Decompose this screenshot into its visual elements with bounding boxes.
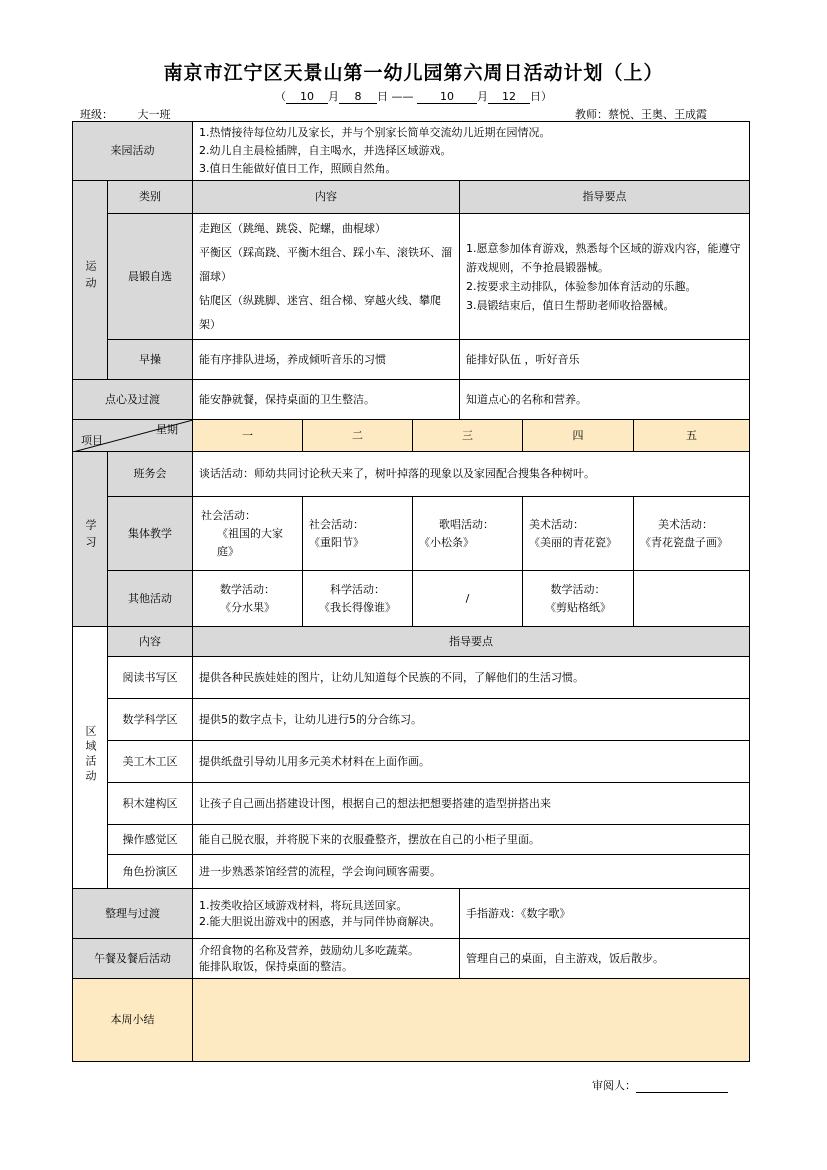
group-teaching-label: 集体教学	[108, 497, 193, 571]
class-meeting-label: 班务会	[108, 452, 193, 497]
reviewer-signature: 审阅人：	[592, 1077, 728, 1093]
areas-col-content: 内容	[108, 627, 193, 657]
area-name: 阅读书写区	[108, 657, 193, 699]
summary-content[interactable]	[193, 979, 750, 1062]
area-row	[73, 783, 750, 825]
class-meeting-row	[73, 452, 750, 497]
end-month: 10	[417, 90, 477, 104]
lunch-label: 午餐及餐后活动	[73, 939, 193, 979]
area-row	[73, 825, 750, 855]
other-activities-row	[73, 571, 750, 627]
morning-drill-label: 早操	[108, 340, 193, 380]
teacher-info: 教师：蔡悦、王奥、王成霞	[575, 106, 718, 122]
tidy-content: 1.按类收拾区域游戏材料，将玩具送回家。 2.能大胆说出游戏中的困惑，并与同伴协商解决。	[193, 889, 460, 939]
exercise-col-guide: 指导要点	[460, 181, 750, 214]
day-tue: 二	[303, 420, 413, 452]
summary-label: 本周小结	[73, 979, 193, 1062]
snack-row	[73, 380, 750, 420]
week-diagonal-header: 星期 项目	[73, 420, 193, 452]
date-range: （ 10 月 8 日 —— 10 月 12 日）	[275, 90, 552, 103]
day-thu: 四	[523, 420, 634, 452]
morning-drill-row	[73, 340, 750, 380]
morning-exercise-label: 晨锻自选	[108, 214, 193, 340]
start-month: 10	[286, 90, 328, 104]
group-mon: 社会活动： 《祖国的大家庭》	[193, 497, 303, 571]
class-meeting-content: 谈话活动：师幼共同讨论秋天来了，树叶掉落的现象以及家园配合搜集各种树叶。	[193, 452, 750, 497]
tidy-label: 整理与过渡	[73, 889, 193, 939]
other-activities-label: 其他活动	[108, 571, 193, 627]
summary-row	[73, 979, 750, 1062]
area-guide: 进一步熟悉茶馆经营的流程，学会询问顾客需要。	[193, 855, 750, 889]
snack-label: 点心及过渡	[73, 380, 193, 420]
area-guide: 提供纸盘引导幼儿用多元美术材料在上面作画。	[193, 741, 750, 783]
group-teaching-row	[73, 497, 750, 571]
tidy-guide: 手指游戏：《数字歌》	[460, 889, 750, 939]
arrival-content: 1.热情接待每位幼儿及家长，并与个别家长简单交流幼儿近期在园情况。 2.幼儿自主晨检插牌，自主喝水，并选择区域游戏。 3.值日生能做好值日工作，照顾自然角。	[193, 122, 750, 181]
other-thu: 数学活动： 《剪贴格纸》	[523, 571, 634, 627]
area-guide: 能自己脱衣服，并将脱下来的衣服叠整齐，摆放在自己的小柜子里面。	[193, 825, 750, 855]
area-name: 角色扮演区	[108, 855, 193, 889]
arrival-row	[73, 122, 750, 181]
tidy-row	[73, 889, 750, 939]
area-name: 积木建构区	[108, 783, 193, 825]
exercise-col-content: 内容	[193, 181, 460, 214]
other-fri	[634, 571, 750, 627]
lunch-content: 介绍食物的名称及营养，鼓励幼儿多吃蔬菜。 能排队取饭，保持桌面的整洁。	[193, 939, 460, 979]
areas-col-guide: 指导要点	[193, 627, 750, 657]
exercise-col-type: 类别	[108, 181, 193, 214]
day-fri: 五	[634, 420, 750, 452]
morning-drill-content: 能有序排队进场，养成倾听音乐的习惯	[193, 340, 460, 380]
group-tue: 社会活动： 《重阳节》	[303, 497, 413, 571]
other-mon: 数学活动： 《分水果》	[193, 571, 303, 627]
morning-exercise-row	[73, 214, 750, 340]
area-name: 数学科学区	[108, 699, 193, 741]
lunch-row	[73, 939, 750, 979]
area-name: 操作感觉区	[108, 825, 193, 855]
end-day: 12	[488, 90, 530, 104]
morning-exercise-content: 走跑区（跳绳、跳袋、陀螺，曲棍球） 平衡区（踩高跷、平衡木组合、踩小车、滚铁环、溜溜球） 钻爬区（纵跳脚、迷宫、组合梯、穿越火线、攀爬架）	[193, 214, 460, 340]
lunch-guide: 管理自己的桌面，自主游戏，饭后散步。	[460, 939, 750, 979]
snack-content: 能安静就餐，保持桌面的卫生整洁。	[193, 380, 460, 420]
activity-plan-table	[72, 121, 750, 1062]
snack-guide: 知道点心的名称和营养。	[460, 380, 750, 420]
area-row	[73, 855, 750, 889]
start-day: 8	[339, 90, 377, 104]
other-tue: 科学活动： 《我长得像谁》	[303, 571, 413, 627]
area-row	[73, 741, 750, 783]
arrival-label: 来园活动	[73, 122, 193, 181]
day-wed: 三	[413, 420, 523, 452]
area-name: 美工木工区	[108, 741, 193, 783]
morning-drill-guide: 能排好队伍 ，听好音乐	[460, 340, 750, 380]
group-fri: 美术活动： 《青花瓷盘子画》	[634, 497, 750, 571]
area-guide: 让孩子自己画出搭建设计图，根据自己的想法把想要搭建的造型拼搭出来	[193, 783, 750, 825]
group-thu: 美术活动： 《美丽的青花瓷》	[523, 497, 634, 571]
areas-label: 区域活动	[73, 627, 108, 889]
exercise-label: 运动	[73, 181, 108, 380]
other-wed: /	[413, 571, 523, 627]
area-row	[73, 699, 750, 741]
exercise-header-row	[73, 181, 750, 214]
area-guide: 提供5的数字点卡，让幼儿进行5的分合练习。	[193, 699, 750, 741]
teacher-value: 蔡悦、王奥、王成霞	[608, 108, 718, 122]
learning-label: 学习	[73, 452, 108, 627]
area-guide: 提供各种民族娃娃的图片，让幼儿知道每个民族的不同，了解他们的生活习惯。	[193, 657, 750, 699]
group-wed: 歌唱活动： 《小松条》	[413, 497, 523, 571]
week-header-row	[73, 420, 750, 452]
reviewer-signature-line[interactable]	[636, 1079, 728, 1093]
areas-header-row	[73, 627, 750, 657]
morning-exercise-guide: 1.愿意参加体育游戏，熟悉每个区域的游戏内容，能遵守游戏规则，不争抢晨锻器械。 2.按要求主动排队，体验参加体育活动的乐趣。 3.晨锻结束后，值日生帮助老师收拾器械。	[460, 214, 750, 340]
day-mon: 一	[193, 420, 303, 452]
class-info: 班级： 大一班	[80, 106, 195, 122]
class-value: 大一班	[113, 108, 195, 122]
page-title: 南京市江宁区天景山第一幼儿园第六周日活动计划（上）	[163, 62, 664, 84]
area-row	[73, 657, 750, 699]
